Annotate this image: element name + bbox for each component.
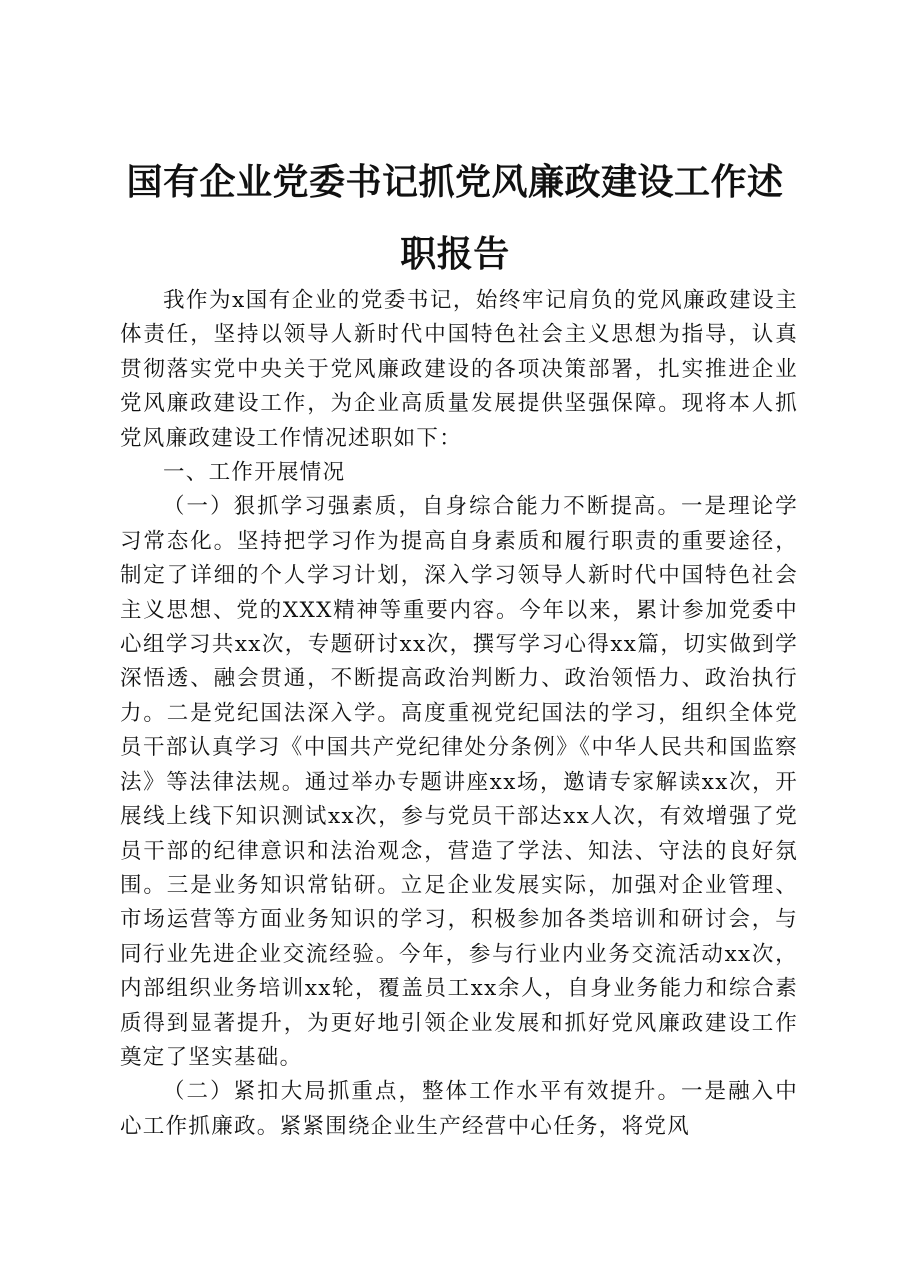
document-title: 国有企业党委书记抓党风廉政建设工作述职报告 <box>126 161 784 275</box>
section-heading: 一、工作开展情况 <box>163 460 346 486</box>
section-1-paragraph: （一）狠抓学习强素质，自身综合能力不断提高。一是理论学习常态化。坚持把学习作为提高自身素质和履行职责的重要途径，制定了详细的个人学习计划，深入学习领导人新时代中国特色社会主义思想、党的XXX精神等重要内容。今年以来，累计参加党委中心组学习共xx次，专题研讨xx次，撰写学习心得xx篇，切实做到学深悟透、融会贯通，不断提高政治判断力、政治领悟力、政治执行力。二是党纪国法深入学。高度重视党纪国法的学习，组织全体党员干部认真学习《中国共产党纪律处分条例》《中华人民共和国监察法》等法律法规。通过举办专题讲座xx场，邀请专家解读xx次，开展线上线下知识测试xx次，参与党员干部达xx人次，有效增强了党员干部的纪律意识和法治观念，营造了学法、知法、守法的良好氛围。三是业务知识常钻研。立足企业发展实际，加强对企业管理、市场运营等方面业务知识的学习，积极参加各类培训和研讨会，与同行业先进企业交流经验。今年，参与行业内业务交流活动xx次，内部组织业务培训xx轮，覆盖员工xx余人，自身业务能力和综合素质得到显著提升，为更好地引领企业发展和抓好党风廉政建设工作奠定了坚实基础。 <box>120 494 798 1070</box>
document-body <box>120 284 798 1144</box>
section-2-paragraph: （二）紧扣大局抓重点，整体工作水平有效提升。一是融入中心工作抓廉政。紧紧围绕企业生产经营中心任务，将党风 <box>120 1079 798 1139</box>
intro-paragraph: 我作为x国有企业的党委书记，始终牢记肩负的党风廉政建设主体责任，坚持以领导人新时代中国特色社会主义思想为指导，认真贯彻落实党中央关于党风廉政建设的各项决策部署，扎实推进企业党风廉政建设工作，为企业高质量发展提供坚强保障。现将本人抓党风廉政建设工作情况述职如下： <box>120 288 798 451</box>
